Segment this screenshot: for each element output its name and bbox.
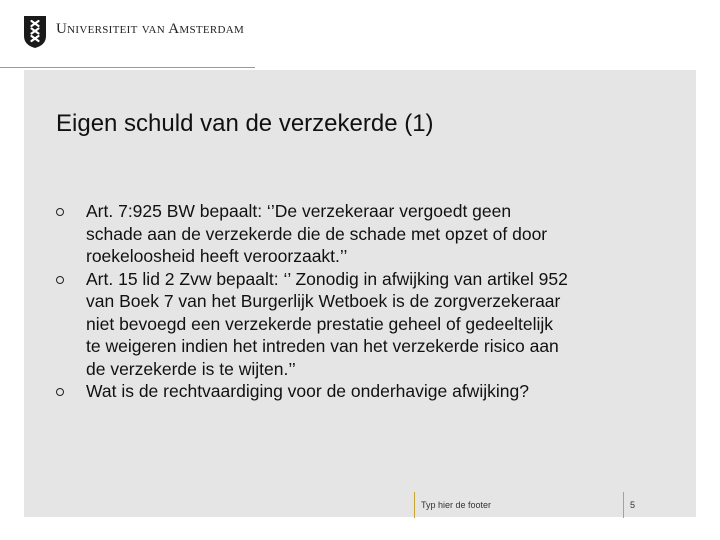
amsterdam-crest-icon [24,16,46,48]
university-name: Universiteit van Amsterdam [56,21,245,37]
circle-bullet-icon [56,208,64,216]
slide-title: Eigen schuld van de verzekerde (1) [56,110,434,137]
bullet-line: niet bevoegd een verzekerde prestatie geheel of gedeeltelijk [86,313,553,334]
bullet-line: schade aan de verzekerde die de schade met opzet of door [86,223,548,244]
bullet-item [56,200,616,268]
bullet-line: roekeloosheid heeft veroorzaakt.’’ [86,246,348,266]
bullet-line: Wat is de rechtvaardiging voor de onderhavige afwijking? [86,381,529,401]
footer-text: Typ hier de footer [421,500,492,510]
bullet-line: te weigeren indien het intreden van het verzekerde risico aan [86,336,559,356]
bullet-item [56,268,616,381]
header-divider [0,67,255,68]
page-number: 5 [630,500,636,510]
slide-content [24,70,696,517]
footer-divider-left [414,492,415,518]
header [0,0,720,70]
bullet-item [56,380,616,403]
bullet-line: de verzekerde is te wijten.’’ [86,358,296,379]
circle-bullet-icon [56,388,64,396]
footer-divider-right [623,492,624,518]
bullet-list [56,200,616,403]
bullet-line: Art. 15 lid 2 Zvw bepaalt: ‘’ Zonodig in afwijking van artikel 952 [86,268,568,289]
bullet-line: Art. 7:925 BW bepaalt: ‘’De verzekeraar vergoedt geen [86,201,512,221]
bullet-line: van Boek 7 van het Burgerlijk Wetboek is de zorgverzekeraar [86,291,561,311]
circle-bullet-icon [56,276,64,284]
